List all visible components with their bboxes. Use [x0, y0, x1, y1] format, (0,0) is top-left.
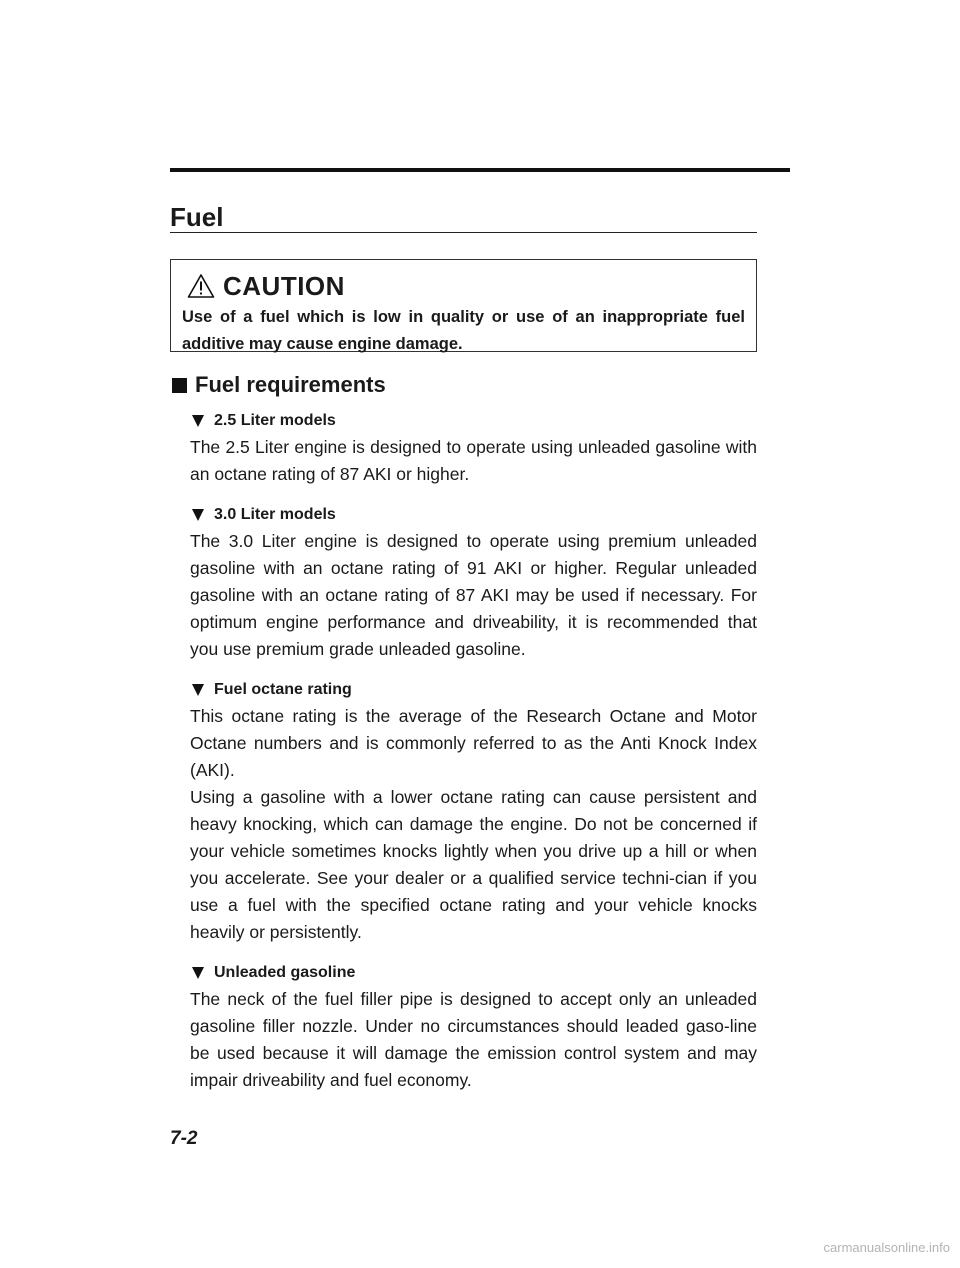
- fuel-requirements-title: Fuel requirements: [195, 372, 386, 397]
- subsection-heading: [192, 677, 757, 703]
- paragraph: This octane rating is the average of the Research Octane and Motor Octane numbers and is commonly referred to as the Anti Knock Index (AKI).: [190, 706, 757, 780]
- subsection-unleaded-gasoline: [190, 960, 757, 1094]
- paragraph: The 2.5 Liter engine is designed to operate using unleaded gasoline with an octane rating of 87 AKI or higher.: [190, 437, 757, 484]
- subsection-heading: [192, 502, 757, 528]
- subsection-title: Fuel octane rating: [214, 681, 352, 698]
- top-rule: [170, 168, 790, 172]
- triangle-bullet-icon: [192, 509, 204, 521]
- triangle-bullet-icon: [192, 684, 204, 696]
- footer-watermark: carmanualsonline.info: [823, 1240, 950, 1255]
- subsection-title: Unleaded gasoline: [214, 964, 356, 981]
- square-bullet-icon: [172, 378, 187, 393]
- title-rule: [170, 232, 757, 233]
- subsection-heading: [192, 408, 757, 434]
- subsection-2-5-liter: [190, 408, 757, 488]
- fuel-requirements-heading: [170, 372, 386, 398]
- page-number: 7-2: [170, 1128, 198, 1149]
- paragraph: The neck of the fuel filler pipe is designed to accept only an unleaded gasoline filler nozzle. Under no circumstances should leaded gaso-line be used because it will damage the emission control system and may impair driveability and fuel economy.: [190, 989, 757, 1090]
- section-title: Fuel: [170, 202, 224, 232]
- caution-header: [182, 270, 745, 302]
- subsection-title: 3.0 Liter models: [214, 506, 336, 523]
- caution-text: Use of a fuel which is low in quality or use of an inappropriate fuel additive may cause engine damage.: [182, 308, 745, 353]
- caution-box: [170, 259, 757, 352]
- subsection-heading: [192, 960, 757, 986]
- subsection-3-0-liter: [190, 502, 757, 663]
- paragraph: The 3.0 Liter engine is designed to operate using premium unleaded gasoline with an octane rating of 91 AKI or higher. Regular unleaded gasoline with an octane rating of 87 AKI may be used if necessary. For optimum engine performance and driveability, it is recommended that you use premium grade unleaded gasoline.: [190, 531, 757, 659]
- triangle-bullet-icon: [192, 967, 204, 979]
- triangle-bullet-icon: [192, 415, 204, 427]
- caution-title: CAUTION: [223, 270, 345, 301]
- subsection-title: 2.5 Liter models: [214, 412, 336, 429]
- paragraph: Using a gasoline with a lower octane rating can cause persistent and heavy knocking, which can damage the engine. Do not be concerned if your vehicle sometimes knocks lightly when you drive up a hill or when you accelerate. See your dealer or a qualified service techni-cian if you use a fuel with the specified octane rating and your vehicle knocks heavily or persistently.: [190, 787, 757, 942]
- fuel-requirements-content: [190, 408, 757, 1108]
- warning-triangle-icon: [187, 273, 215, 299]
- subsection-octane-rating: [190, 677, 757, 946]
